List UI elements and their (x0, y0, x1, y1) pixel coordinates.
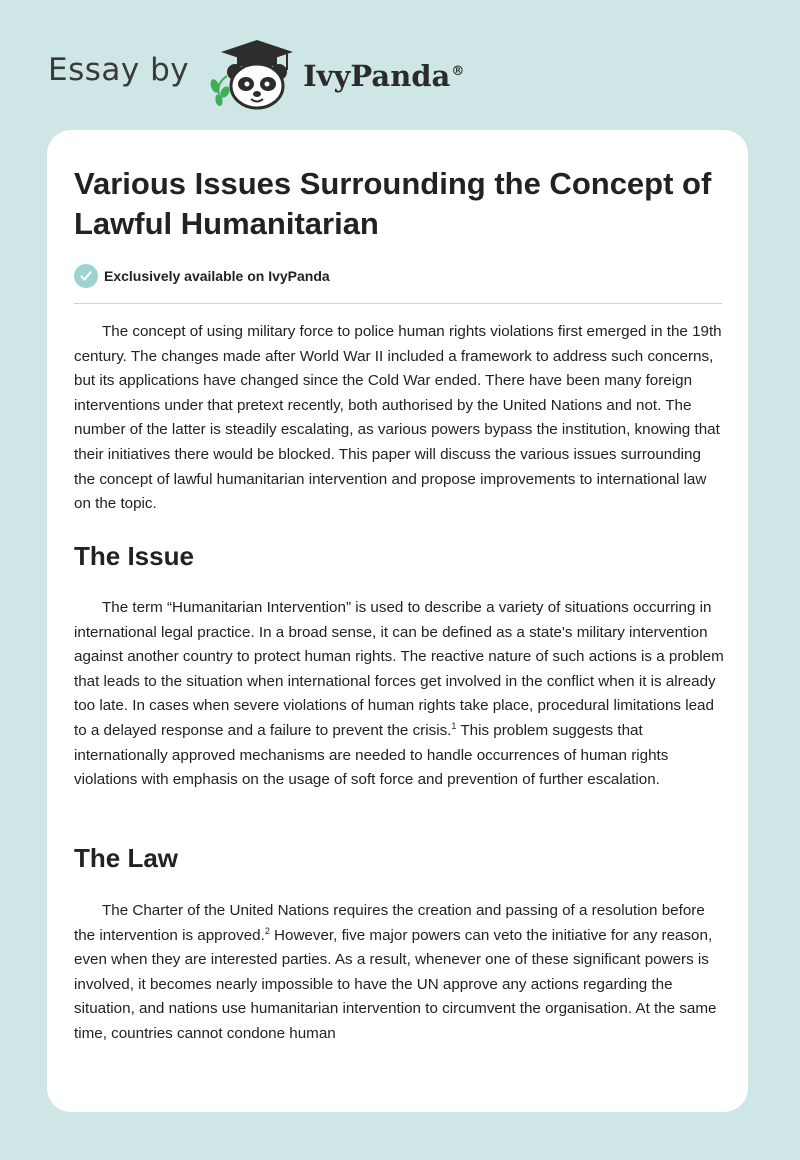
footnote-ref[interactable]: 1 (451, 720, 457, 731)
essay-card (47, 130, 748, 1112)
check-icon (74, 264, 98, 288)
site-brand[interactable] (48, 36, 464, 112)
exclusive-text: Exclusively available on IvyPanda (104, 268, 330, 284)
registered-mark: ® (451, 64, 465, 80)
footnote-ref[interactable]: 2 (264, 925, 270, 936)
page-title: Various Issues Surrounding the Concept of Lawful Humanitarian (74, 166, 712, 241)
divider (74, 303, 722, 304)
section-heading-issue: The Issue (74, 541, 194, 571)
section-heading-law: The Law (74, 843, 179, 873)
issue-paragraph: The term “Humanitarian Intervention” is used to describe a variety of situations occurring in international legal practice. In a broad sense, it can be defined as a state's military intervention against another country to protect human rights. The reactive nature of such actions is a problem that leads to the situation when international forces get involved in the conflict when it is already too late. In cases when severe violations of human rights take place, procedural limitations lead to a delayed response and a failure to prevent the crisis.$^1$ This problem suggests that internationally approved mechanisms are needed to handle occurrences of human rights violations with emphasis on the usage of soft force and prevention of further escalation. (74, 599, 724, 789)
brand-name: IvyPanda® (303, 59, 465, 93)
law-paragraph: The Charter of the United Nations requires the creation and passing of a resolution before the intervention is approved.$^2$ However, five major powers can veto the initiative for any reason, even when they are interested parties. As a result, whenever one of these significant powers is involved, it becomes nearly impossible to have the UN approve any actions regarding the situation, and nations use humanitarian intervention to circumvent the organisation. At the same time, countries cannot condone human (74, 902, 717, 1042)
panda-graduate-logo-icon (207, 36, 299, 112)
intro-paragraph: The concept of using military force to police human rights violations first emerged in the 19th century. The changes made after World War II included a framework to address such concerns, but its applications have changed since the Cold War ended. There have been many foreign interventions under that pretext recently, both authorised by the United Nations and not. The number of the latter is steadily escalating, as various powers bypass the institution, knowing that their initiatives there would be blocked. This paper will discuss the various issues surrounding the concept of lawful humanitarian intervention and propose improvements to international law on the topic. (74, 323, 722, 513)
brand-prefix: Essay by (48, 52, 190, 88)
exclusive-badge (74, 264, 330, 288)
